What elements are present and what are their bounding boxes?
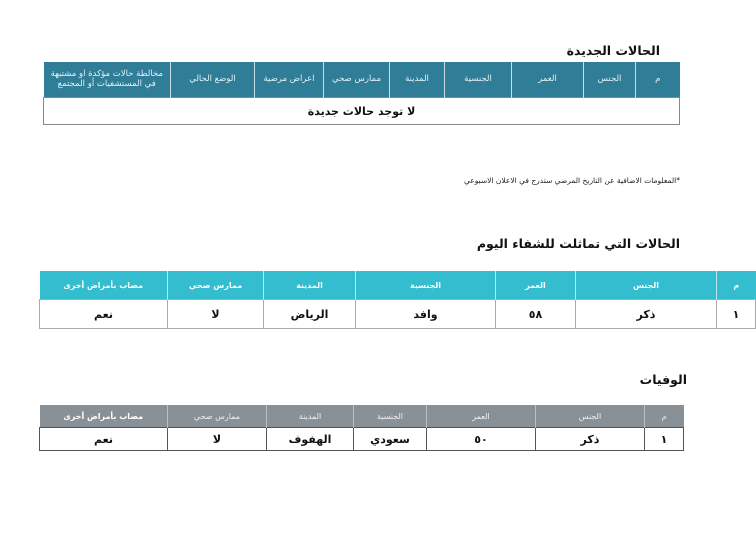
header-nationality: الجنسية <box>356 271 496 300</box>
cell-age: ٥٨ <box>496 300 576 329</box>
cell-gender: ذكر <box>576 300 717 329</box>
recovered-title: الحالات التي تماثلت للشفاء اليوم <box>476 236 680 251</box>
deaths-title: الوفيات <box>639 372 687 387</box>
cell-city: الرياض <box>264 300 356 329</box>
cell-other-diseases: نعم <box>40 428 168 451</box>
header-index: م <box>645 405 684 428</box>
recovered-table <box>39 271 756 329</box>
cell-index: ١ <box>717 300 756 329</box>
new-cases-table <box>43 62 680 125</box>
header-age: العمر <box>427 405 536 428</box>
cell-health-practitioner: لا <box>168 300 264 329</box>
header-contact: مخالطة حالات مؤكدة او مشتبهة في المستشفيات أو المجتمع <box>44 62 171 98</box>
header-health-practitioner: ممارس صحي <box>168 405 267 428</box>
cell-gender: ذكر <box>536 428 645 451</box>
cell-index: ١ <box>645 428 684 451</box>
header-city: المدينة <box>267 405 354 428</box>
header-gender: الجنس <box>576 271 717 300</box>
header-health-practitioner: ممارس صحي <box>324 62 390 98</box>
cell-city: الهفوف <box>267 428 354 451</box>
table-row <box>40 428 684 451</box>
table-row <box>40 300 756 329</box>
deaths-table <box>39 405 684 451</box>
new-cases-title: الحالات الجديدة <box>566 43 660 58</box>
cell-nationality: سعودي <box>354 428 427 451</box>
footnote: *المعلومات الاضافية عن التاريخ المرضي ستدرج في الاعلان الاسبوعي <box>464 176 680 185</box>
cell-health-practitioner: لا <box>168 428 267 451</box>
header-current-status: الوضع الحالي <box>171 62 255 98</box>
header-city: المدينة <box>390 62 445 98</box>
table-header-row <box>40 271 756 300</box>
cell-other-diseases: نعم <box>40 300 168 329</box>
table-header-row <box>44 62 680 98</box>
header-symptoms: اعراض مرضية <box>255 62 324 98</box>
header-nationality: الجنسية <box>445 62 512 98</box>
header-nationality: الجنسية <box>354 405 427 428</box>
header-age: العمر <box>496 271 576 300</box>
cell-age: ٥٠ <box>427 428 536 451</box>
header-index: م <box>717 271 756 300</box>
cell-nationality: وافد <box>356 300 496 329</box>
header-age: العمر <box>512 62 584 98</box>
table-row <box>44 98 680 125</box>
empty-message: لا توجد حالات جديدة <box>44 98 680 125</box>
header-other-diseases: مصاب بأمراض أخرى <box>40 271 168 300</box>
header-health-practitioner: ممارس صحي <box>168 271 264 300</box>
table-header-row <box>40 405 684 428</box>
header-index: م <box>636 62 680 98</box>
header-other-diseases: مصاب بأمراض أخرى <box>40 405 168 428</box>
header-gender: الجنس <box>536 405 645 428</box>
header-city: المدينة <box>264 271 356 300</box>
header-gender: الجنس <box>584 62 636 98</box>
